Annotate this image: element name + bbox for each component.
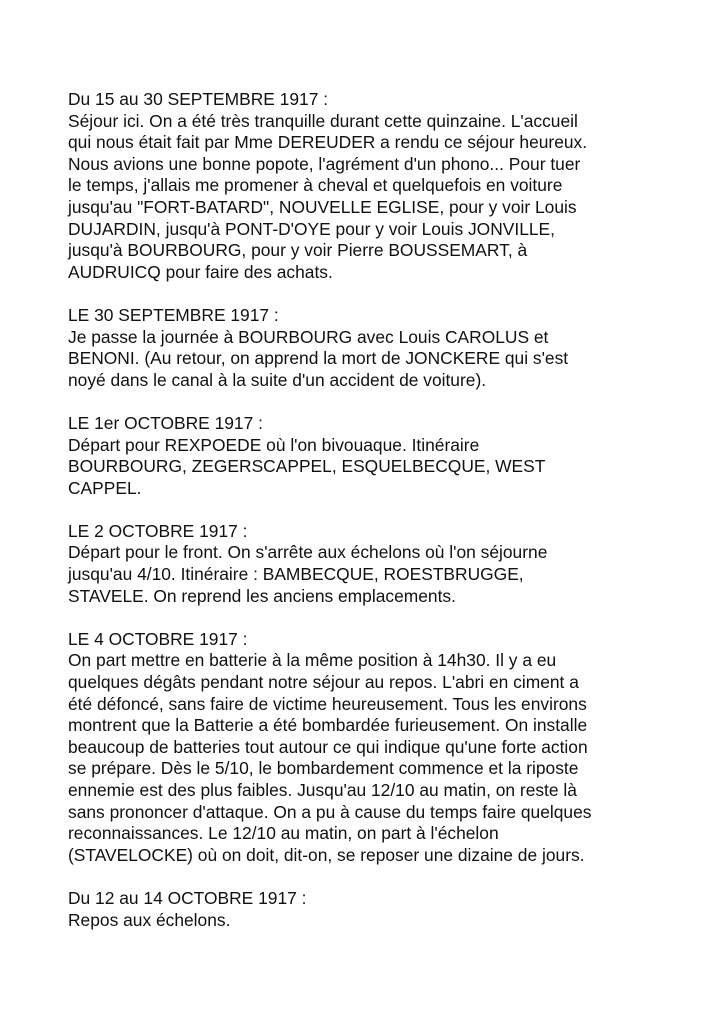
entry-text-line: DUJARDIN, jusqu'à PONT-D'OYE pour y voir Louis JONVILLE,: [68, 218, 555, 239]
entry-text-line: le temps, j'allais me promener à cheval et quelquefois en voiture: [68, 175, 563, 196]
entry-text-line: été défoncé, sans faire de victime heureusement. Tous les environs: [68, 693, 587, 714]
entry-text-line: Départ pour le front. On s'arrête aux échelons où l'on séjourne: [68, 542, 548, 563]
entry-heading: LE 1er OCTOBRE 1917 :: [68, 412, 263, 433]
entry-text-line: jusqu'au 4/10. Itinéraire : BAMBECQUE, ROESTBRUGGE,: [68, 564, 524, 585]
entry-heading: LE 30 SEPTEMBRE 1917 :: [68, 304, 279, 325]
entry-text-line: STAVELE. On reprend les anciens emplacements.: [68, 585, 456, 606]
entry-heading: LE 2 OCTOBRE 1917 :: [68, 520, 248, 541]
entry-text-line: (STAVELOCKE) où on doit, dit-on, se reposer une dizaine de jours.: [68, 844, 585, 865]
document-body: [68, 89, 718, 953]
entry-text-line: qui nous était fait par Mme DEREUDER a rendu ce séjour heureux.: [68, 132, 588, 153]
entry-text-line: On part mettre en batterie à la même position à 14h30. Il y a eu: [68, 650, 557, 671]
entry-text-line: sans prononcer d'attaque. On a pu à cause du temps faire quelques: [68, 801, 592, 822]
entry-30-septembre: [68, 305, 718, 391]
entry-text-line: quelques dégâts pendant notre séjour au repos. L'abri en ciment a: [68, 672, 579, 693]
entry-text-line: Séjour ici. On a été très tranquille durant cette quinzaine. L'accueil: [68, 110, 578, 131]
entry-text-line: montrent que la Batterie a été bombardée furieusement. On installe: [68, 715, 588, 736]
entry-text-line: Nous avions une bonne popote, l'agrément d'un phono... Pour tuer: [68, 153, 581, 174]
entry-text-line: beaucoup de batteries tout autour ce qui indique qu'une forte action: [68, 736, 588, 757]
entry-heading: Du 12 au 14 OCTOBRE 1917 :: [68, 887, 307, 908]
entry-heading: LE 4 OCTOBRE 1917 :: [68, 628, 248, 649]
entry-4-octobre: [68, 629, 718, 867]
entry-text-line: Repos aux échelons.: [68, 909, 231, 930]
entry-heading: Du 15 au 30 SEPTEMBRE 1917 :: [68, 89, 329, 109]
entry-text-line: se prépare. Dès le 5/10, le bombardement commence et la riposte: [68, 758, 579, 779]
entry-text-line: Je passe la journée à BOURBOURG avec Louis CAROLUS et: [68, 326, 549, 347]
entry-text-line: reconnaissances. Le 12/10 au matin, on part à l'échelon: [68, 823, 499, 844]
entry-text-line: Départ pour REXPOEDE où l'on bivouaque. Itinéraire: [68, 434, 480, 455]
entry-15-30-septembre: [68, 89, 718, 283]
entry-text-line: jusqu'au "FORT-BATARD", NOUVELLE EGLISE, pour y voir Louis: [68, 196, 577, 217]
entry-text-line: ennemie est des plus faibles. Jusqu'au 12/10 au matin, on reste là: [68, 780, 577, 800]
entry-text-line: AUDRUICQ pour faire des achats.: [68, 261, 333, 282]
entry-text-line: CAPPEL.: [68, 477, 142, 498]
entry-text-line: noyé dans le canal à la suite d'un accident de voiture).: [68, 369, 487, 390]
entry-12-14-octobre: [68, 888, 718, 931]
entry-2-octobre: [68, 521, 718, 607]
entry-text-line: BENONI. (Au retour, on apprend la mort de JONCKERE qui s'est: [68, 348, 569, 369]
entry-text-line: jusqu'à BOURBOURG, pour y voir Pierre BOUSSEMART, à: [68, 240, 528, 261]
entry-1er-octobre: [68, 413, 718, 499]
entry-text-line: BOURBOURG, ZEGERSCAPPEL, ESQUELBECQUE, WEST: [68, 456, 546, 477]
